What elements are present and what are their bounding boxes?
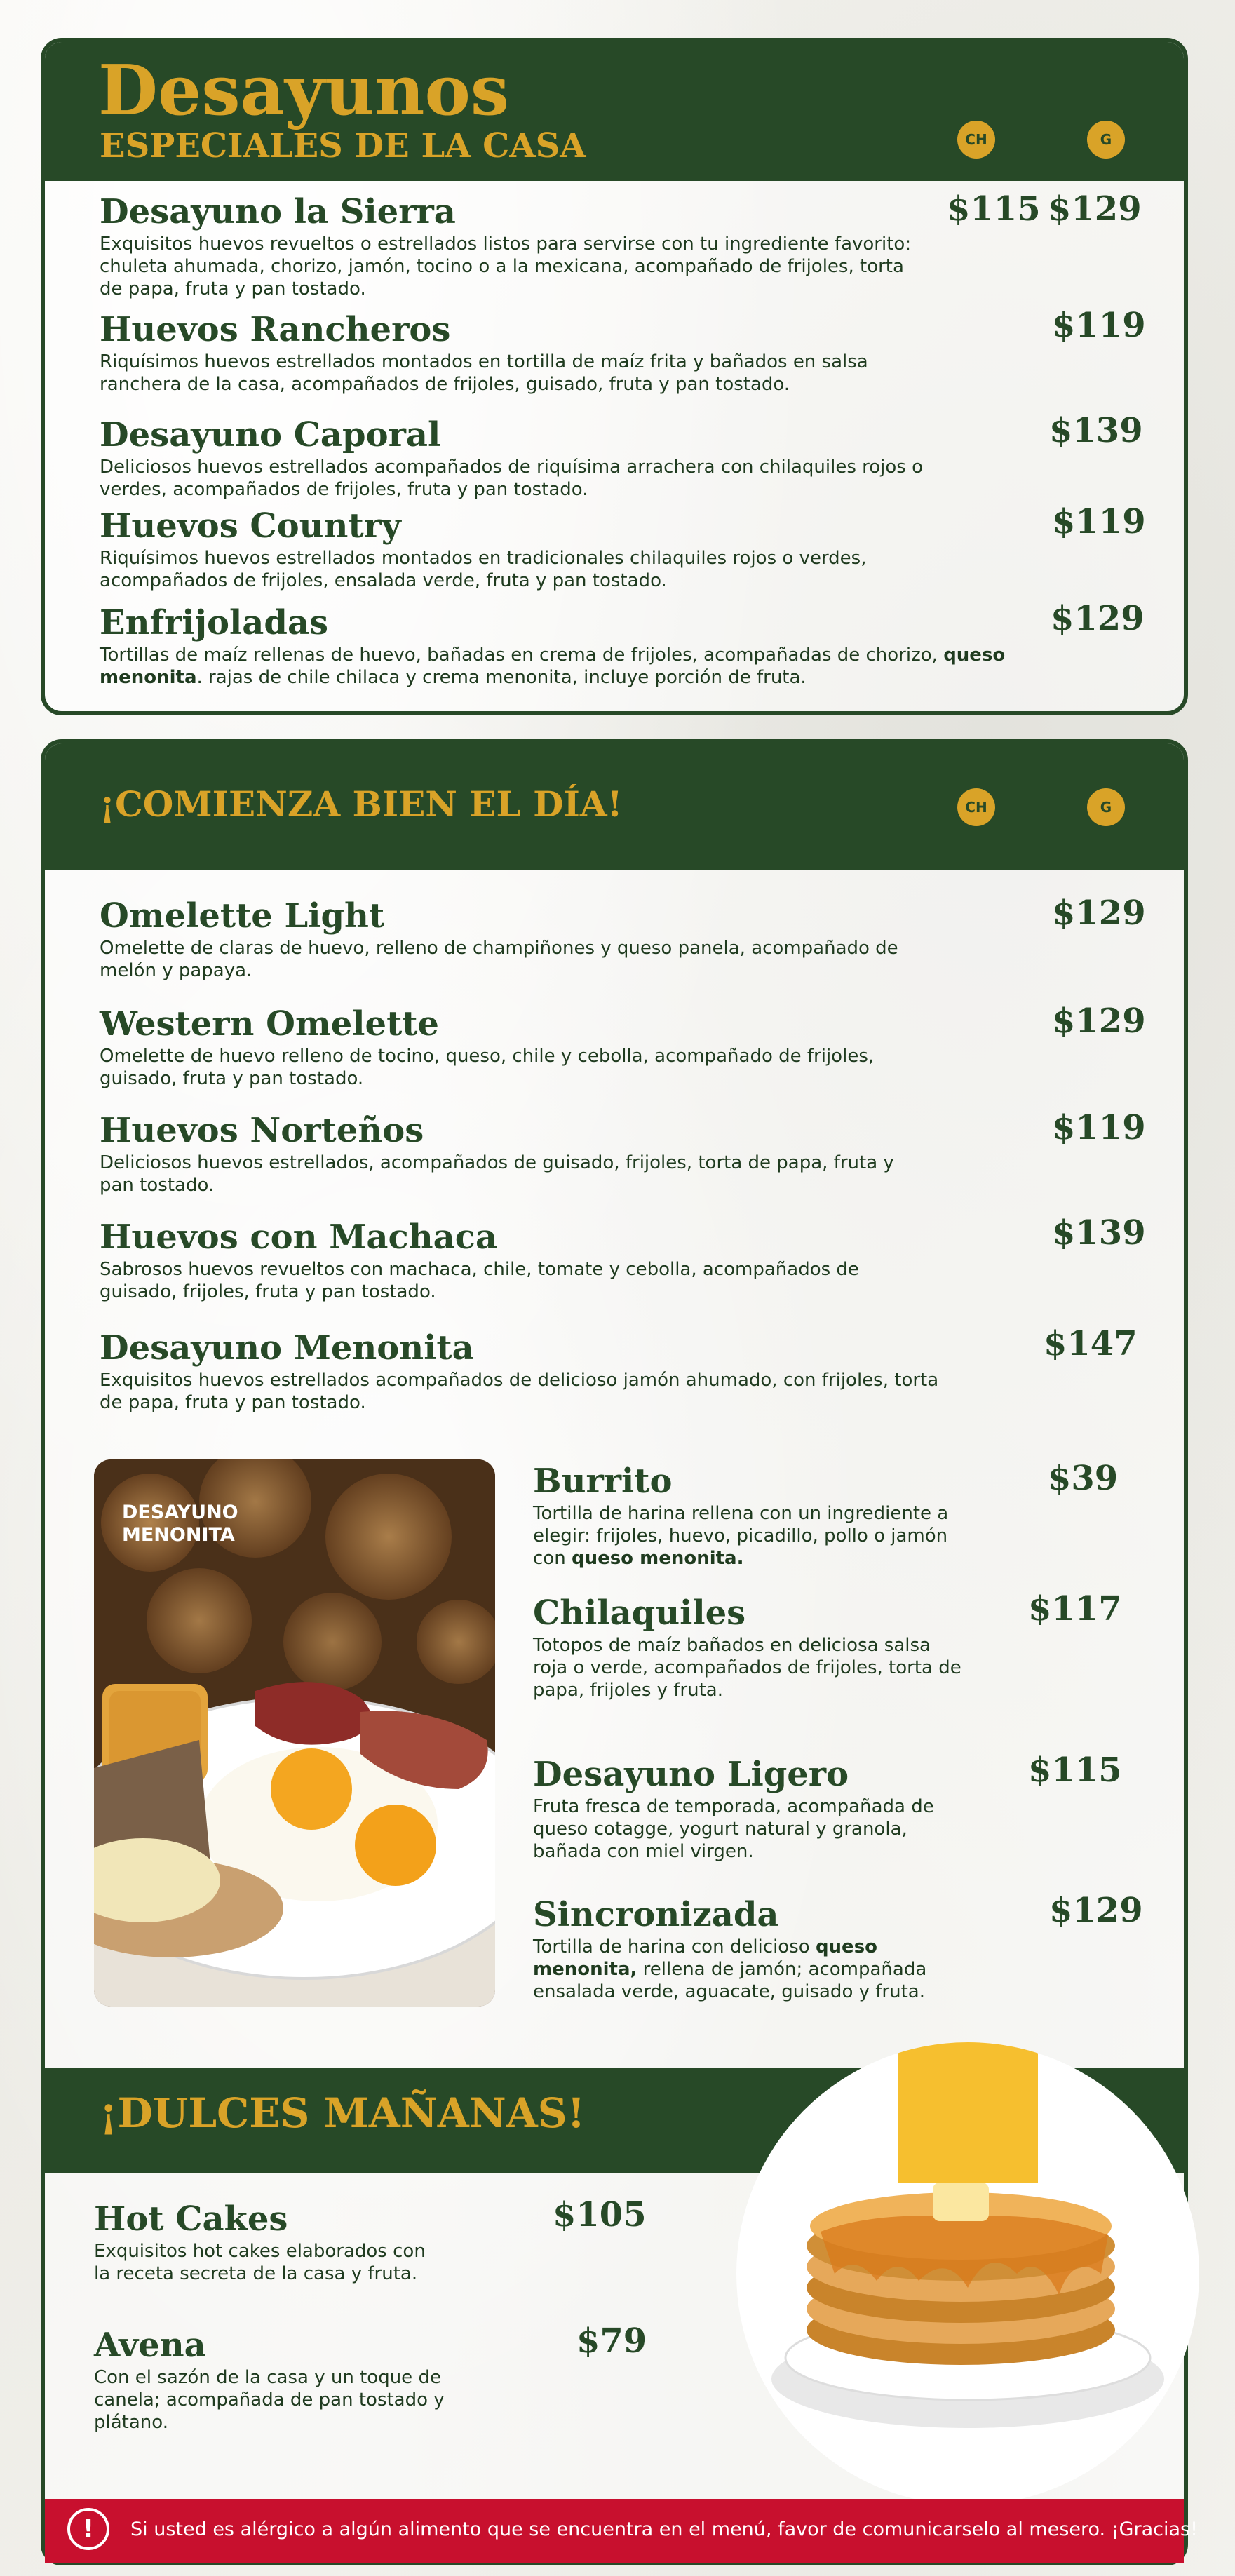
menu-item [533, 1462, 968, 1570]
item-price: $129 [1049, 1891, 1143, 1930]
menu-item [100, 506, 969, 592]
item-price: $117 [1028, 1589, 1122, 1628]
item-price-ch: $115 [947, 189, 1041, 229]
menu-item [100, 1004, 927, 1090]
item-price: $139 [1049, 411, 1143, 450]
item-name: Burrito [533, 1462, 673, 1501]
section-title: ¡DULCES MAÑANAS! [100, 2089, 586, 2137]
item-desc: Sabrosos huevos revueltos con machaca, chile, tomate y cebolla, acompañados de guisado, frijoles, fruta y pan tostado. [100, 1259, 859, 1302]
item-name: Huevos Rancheros [100, 310, 451, 349]
section-title: Desayunos [98, 50, 509, 131]
item-desc: Riquísimos huevos estrellados montados en tradicionales chilaquiles rojos o verdes, acompañados de frijoles, ensalada verde, fruta y pan tostado. [100, 548, 867, 591]
item-price: $119 [1052, 502, 1146, 541]
item-desc: Riquísimos huevos estrellados montados en tortilla de maíz frita y bañados en salsa ranchera de la casa, acompañados de frijoles, guisado, fruta y pan tostado. [100, 351, 868, 395]
item-name: Huevos con Machaca [100, 1218, 498, 1257]
menu-item [533, 1593, 968, 1701]
item-price: $79 [576, 2321, 647, 2361]
alert-icon: ! [67, 2508, 109, 2550]
item-price: $39 [1048, 1459, 1119, 1498]
menu-item [533, 1755, 968, 1863]
item-name: Enfrijoladas [100, 603, 329, 642]
item-desc: Omelette de huevo relleno de tocino, queso, chile y cebolla, acompañado de frijoles, guisado, fruta y pan tostado. [100, 1046, 875, 1089]
item-name: Desayuno Ligero [533, 1755, 849, 1794]
photo-label: DESAYUNO MENONITA [122, 1502, 238, 1546]
item-name: Huevos Norteños [100, 1111, 424, 1150]
badge-g: G [1087, 788, 1125, 826]
item-price: $115 [1028, 1751, 1122, 1790]
badge-ch: CH [957, 788, 995, 826]
menu-item [94, 2326, 445, 2434]
item-desc: Totopos de maíz bañados en deliciosa salsa roja o verde, acompañados de frijoles, torta de papa, frijoles y fruta. [533, 1635, 961, 1701]
allergy-notice-text: Si usted es alérgico a algún alimento que se encuentra en el menú, favor de comunicarselo al mesero. ¡Gracias! [130, 2518, 1198, 2540]
item-desc: Tortilla de harina rellena con un ingrediente a elegir: frijoles, huevo, picadillo, pollo o jamón con queso menonita. [533, 1503, 949, 1569]
item-name: Desayuno Caporal [100, 415, 441, 454]
item-name: Hot Cakes [94, 2199, 288, 2239]
menu-item [100, 1218, 927, 1303]
item-price: $119 [1052, 1108, 1146, 1147]
item-desc: Deliciosos huevos estrellados, acompañados de guisado, frijoles, torta de papa, fruta y pan tostado. [100, 1152, 894, 1196]
hot-cakes-illustration [736, 2042, 1199, 2505]
section-subtitle: ESPECIALES DE LA CASA [100, 126, 586, 166]
item-desc: Exquisitos huevos revueltos o estrellados listos para servirse con tu ingrediente favorito: chuleta ahumada, chorizo, jamón, tocino o a la mexicana, acompañado de frijoles, torta de papa, fruta y pan tostado. [100, 234, 912, 299]
hot-cakes-photo [736, 2042, 1199, 2505]
item-desc: Fruta fresca de temporada, acompañada de queso cotagge, yogurt natural y granola, bañada con miel virgen. [533, 1796, 934, 1862]
menu-item [100, 415, 955, 501]
item-name: Desayuno la Sierra [100, 192, 456, 231]
item-name: Western Omelette [100, 1004, 439, 1044]
badge-g: G [1087, 121, 1125, 159]
item-desc: Exquisitos hot cakes elaborados con la receta secreta de la casa y fruta. [94, 2241, 426, 2284]
menu-item [100, 1111, 927, 1196]
item-price: $129 [1052, 893, 1146, 933]
item-desc: Tortilla de harina con delicioso queso menonita, rellena de jamón; acompañada ensalada verde, aguacate, guisado y fruta. [533, 1936, 927, 2002]
menu-item [100, 896, 927, 982]
item-price: $105 [553, 2195, 647, 2234]
item-desc: Exquisitos huevos estrellados acompañados de delicioso jamón ahumado, con frijoles, torta de papa, fruta y pan tostado. [100, 1370, 939, 1413]
menu-item [100, 1328, 941, 1414]
item-desc: Con el sazón de la casa y un toque de canela; acompañada de pan tostado y plátano. [94, 2367, 445, 2433]
menu-item [533, 1895, 968, 2003]
menu-item [100, 192, 927, 300]
menu-item [94, 2199, 445, 2285]
item-name: Desayuno Menonita [100, 1328, 474, 1368]
badge-ch: CH [957, 121, 995, 159]
item-desc: Omelette de claras de huevo, relleno de champiñones y queso panela, acompañado de melón y papaya. [100, 938, 898, 981]
section-title: ¡COMIENZA BIEN EL DÍA! [100, 783, 623, 825]
item-name: Huevos Country [100, 506, 401, 546]
item-name: Sincronizada [533, 1895, 779, 1934]
item-price: $147 [1044, 1324, 1138, 1363]
item-name: Omelette Light [100, 896, 385, 936]
item-price: $129 [1052, 1002, 1146, 1041]
item-price: $129 [1051, 599, 1145, 638]
item-desc: Tortillas de maíz rellenas de huevo, bañadas en crema de frijoles, acompañadas de chorizo, queso menonita. rajas de chile chilaca y crema menonita, incluye porción de fruta. [100, 645, 1006, 688]
desayuno-menonita-photo [94, 1459, 495, 2007]
item-price: $119 [1052, 306, 1146, 345]
item-name: Avena [94, 2326, 206, 2365]
item-price-g: $129 [1048, 189, 1142, 229]
menu-item [100, 310, 955, 396]
item-desc: Deliciosos huevos estrellados acompañados de riquísima arrachera con chilaquiles rojos o verdes, acompañados de frijoles, fruta y pan tostado. [100, 457, 924, 500]
item-name: Chilaquiles [533, 1593, 746, 1633]
menu-item [100, 603, 1025, 689]
item-price: $139 [1052, 1213, 1146, 1253]
